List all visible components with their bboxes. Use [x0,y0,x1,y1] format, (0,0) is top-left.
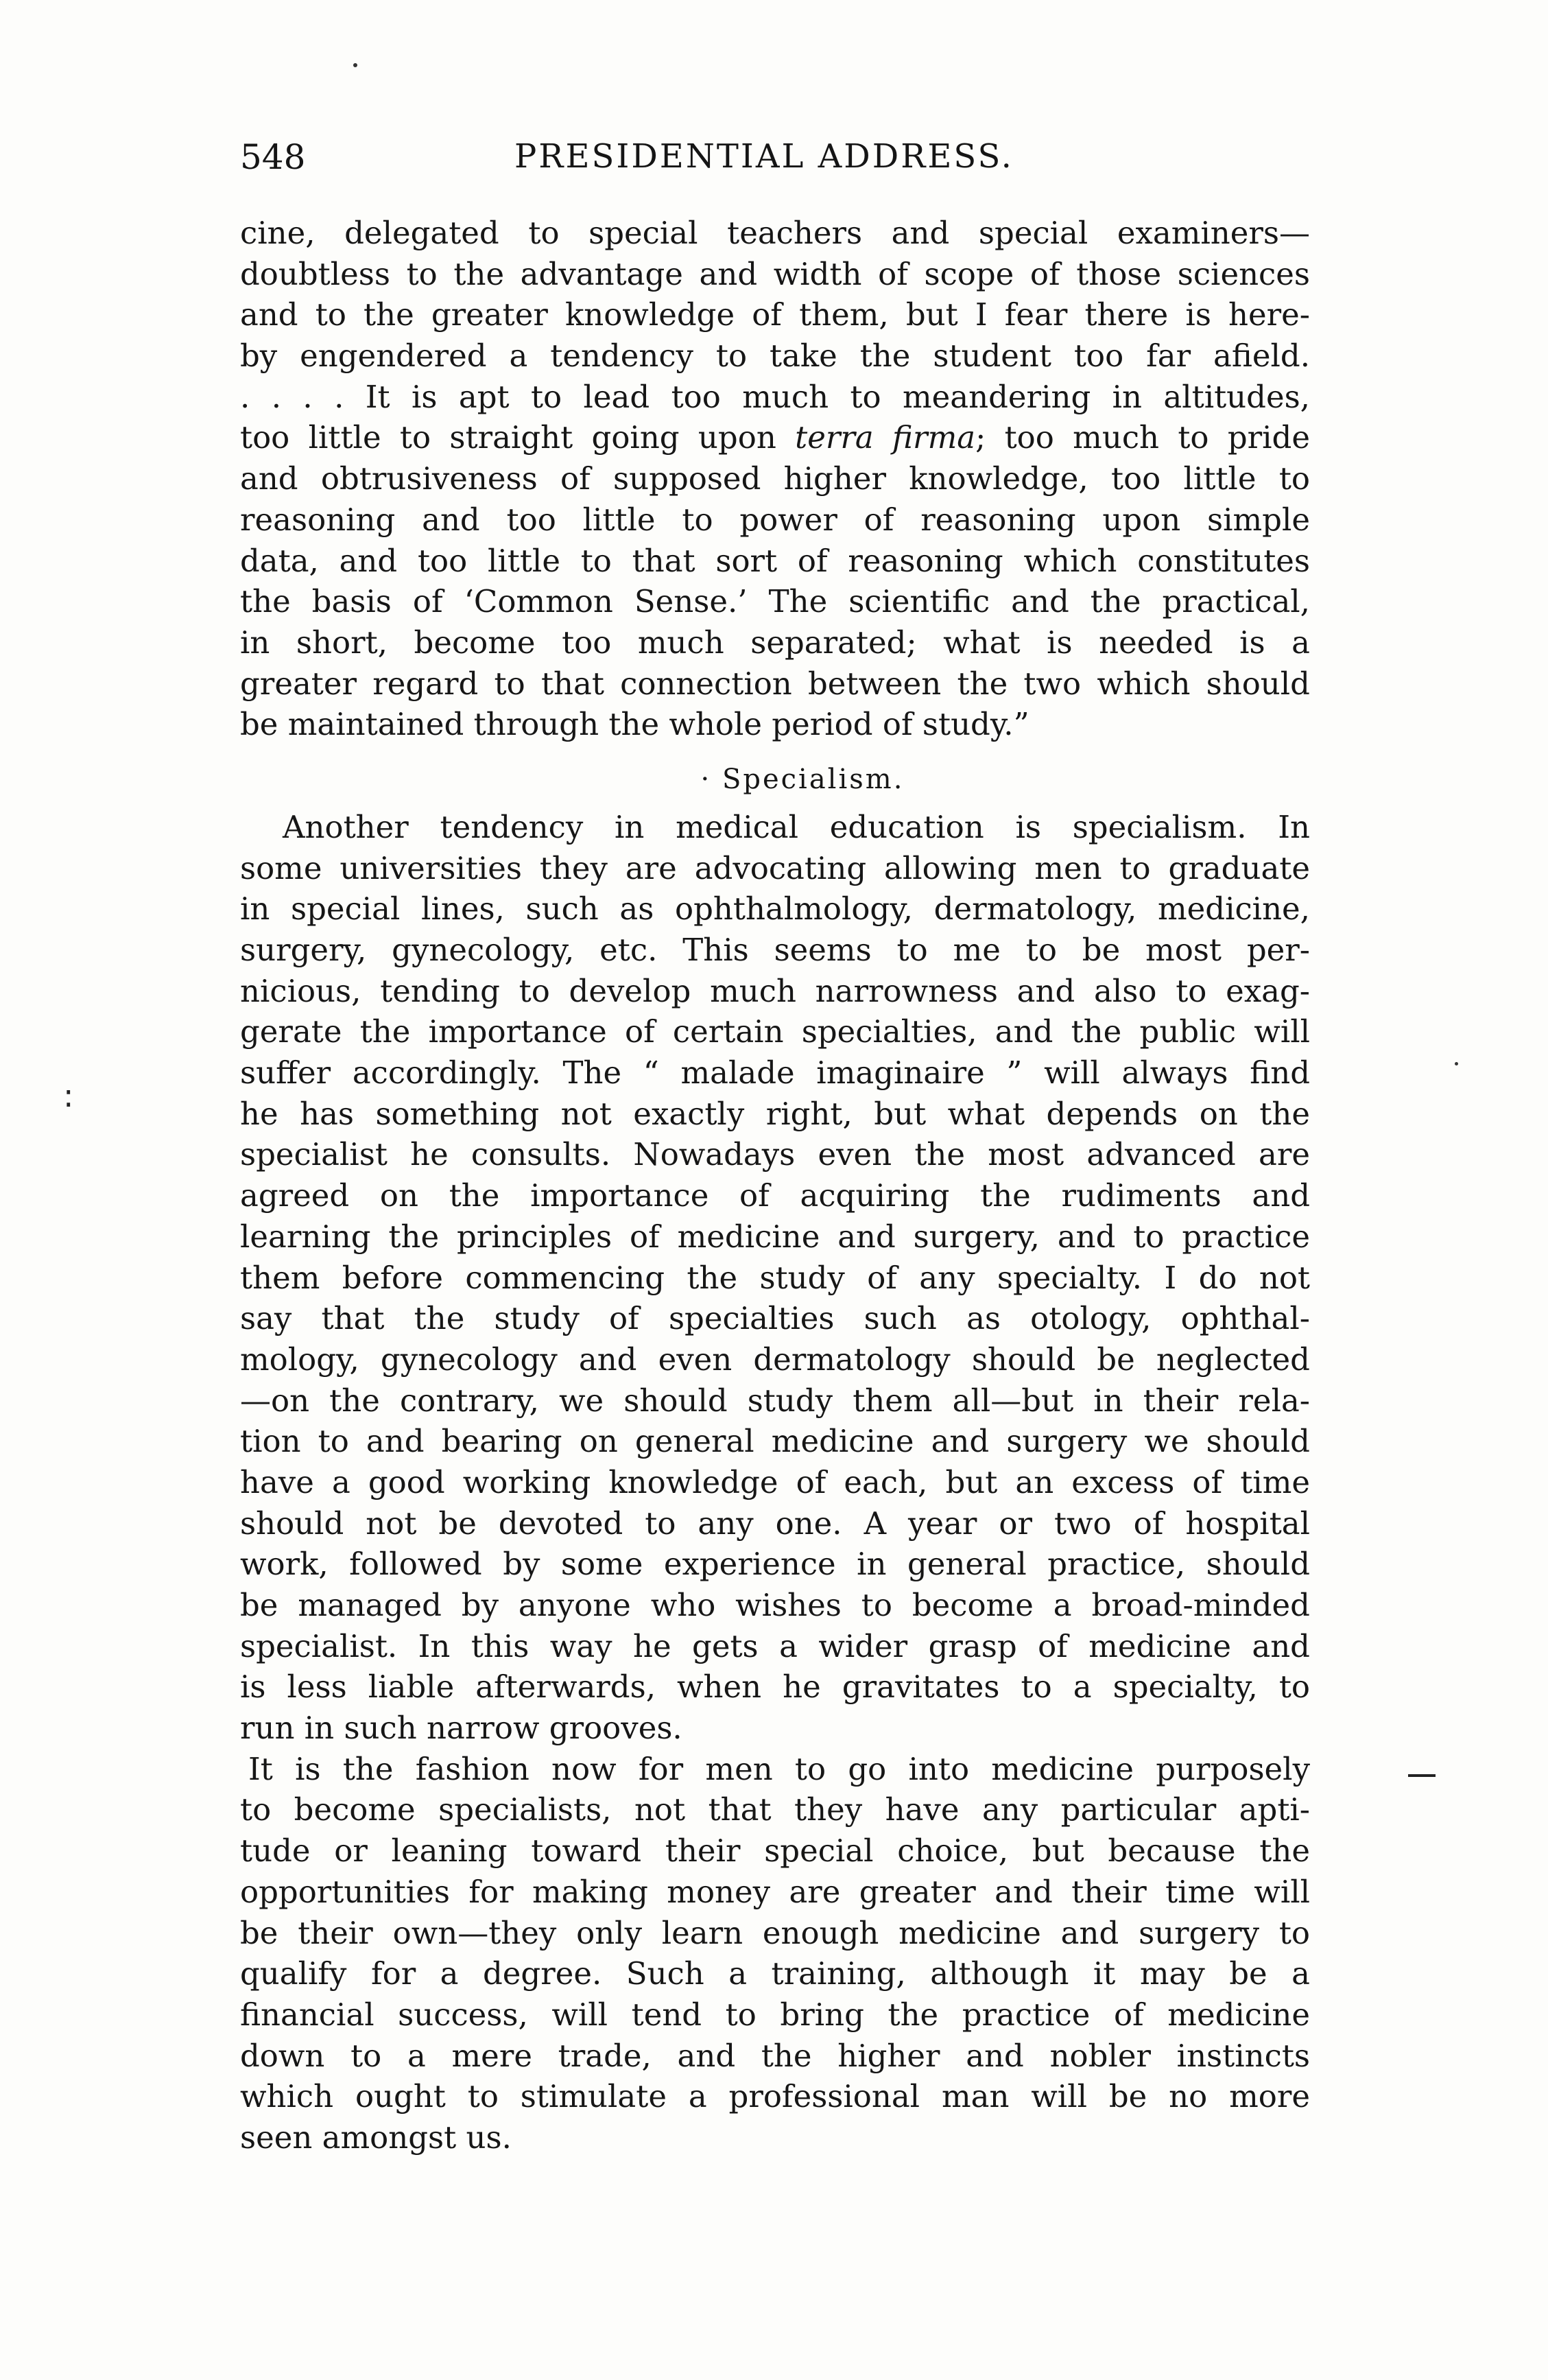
page-header [240,137,1310,199]
text-line: tude or leaning toward their special choice, but because the [240,1833,1310,1870]
text-line: and obtrusiveness of supposed higher knowledge, too little to [240,460,1310,497]
text-line: to become specialists, not that they have any particular apti- [240,1791,1310,1828]
margin-dash-mark [1408,1774,1436,1777]
text-line: in special lines, such as ophthalmology, dermatology, medicine, [240,891,1310,928]
text-line: It is the fashion now for men to go into medicine purposely [248,1750,1310,1787]
text-line: be managed by anyone who wishes to become a broad-minded [240,1587,1310,1623]
margin-colon-mark: : [63,1077,74,1114]
text-line: agreed on the importance of acquiring the rudiments and [240,1177,1310,1214]
text-line: Another tendency in medical education is specialism. In [283,808,1310,845]
text-line-with-italic [240,417,1310,458]
text-line: should not be devoted to any one. A year or two of hospital [240,1505,1310,1542]
text-line: gerate the importance of certain specialties, and the public will [240,1013,1310,1050]
text-line: cine, delegated to special teachers and special examiners— [240,215,1310,251]
text-line: financial success, will tend to bring the practice of medicine [240,1996,1310,2033]
text-line: reasoning and too little to power of reasoning upon simple [240,501,1310,538]
page-number: 548 [240,137,306,177]
text-line: —on the contrary, we should study them all—but in their rela- [240,1382,1310,1419]
text-fragment: ; too much to pride [975,419,1310,456]
stray-dot-mark [353,63,357,67]
text-line: down to a mere trade, and the higher and nobler instincts [240,2037,1310,2074]
text-line: be their own—they only learn enough medicine and surgery to [240,1914,1310,1951]
text-line: seen amongst us. [240,2119,512,2156]
text-line: learning the principles of medicine and surgery, and to practice [240,1218,1310,1255]
text-line: have a good working knowledge of each, but an excess of time [240,1463,1310,1500]
text-line: suffer accordingly. The “ malade imaginaire ” will always find [240,1054,1310,1092]
text-line: by engendered a tendency to take the student too far afield. [240,338,1310,375]
text-line: surgery, gynecology, etc. This seems to me to be most per- [240,932,1310,968]
text-line: specialist he consults. Nowadays even the most advanced are [240,1136,1310,1173]
text-fragment: too little to straight going upon [240,419,776,456]
paragraph-specialism [240,807,1310,1749]
text-line: is less liable afterwards, when he gravitates to a specialty, to [240,1669,1310,1706]
text-line: qualify for a degree. Such a training, although it may be a [240,1955,1310,1992]
text-line: in short, become too much separated; what is needed is a [240,624,1310,661]
text-line: the basis of ‘Common Sense.’ The scientific and the practical, [240,583,1310,620]
text-line: . . . . It is apt to lead too much to meandering in altitudes, [240,378,1310,415]
text-line: them before commencing the study of any specialty. I do not [240,1259,1310,1296]
text-line: doubtless to the advantage and width of scope of those sciences [240,255,1310,292]
text-line: specialist. In this way he gets a wider grasp of medicine and [240,1627,1310,1664]
text-line: some universities they are advocating allowing men to graduate [240,849,1310,886]
italic-phrase: terra firma [795,419,976,456]
text-line: which ought to stimulate a professional man will be no more [240,2078,1310,2115]
running-head: PRESIDENTIAL ADDRESS. [514,137,1014,176]
text-line: and to the greater knowledge of them, but I fear there is here- [240,296,1310,333]
margin-dot-mark [1455,1062,1458,1065]
paragraph-quotation-continued [240,213,1310,745]
text-line: mology, gynecology and even dermatology should be neglected [240,1341,1310,1378]
section-heading: · Specialism. [700,763,905,795]
text-line: opportunities for making money are greater and their time will [240,1873,1310,1910]
text-line: tion to and bearing on general medicine and surgery we should [240,1423,1310,1460]
paragraph-fashion [240,1749,1310,2158]
text-line: he has something not exactly right, but what depends on the [240,1095,1310,1132]
text-line: say that the study of specialties such as otology, ophthal- [240,1300,1310,1337]
text-line: work, followed by some experience in general practice, should [240,1546,1310,1583]
text-line: nicious, tending to develop much narrowness and also to exag- [240,972,1310,1009]
text-line: data, and too little to that sort of reasoning which constitutes [240,542,1310,579]
text-line: be maintained through the whole period of study.” [240,706,1029,743]
text-line: run in such narrow grooves. [240,1710,682,1747]
body-text [240,213,1310,2158]
text-line: greater regard to that connection between the two which should [240,665,1310,702]
